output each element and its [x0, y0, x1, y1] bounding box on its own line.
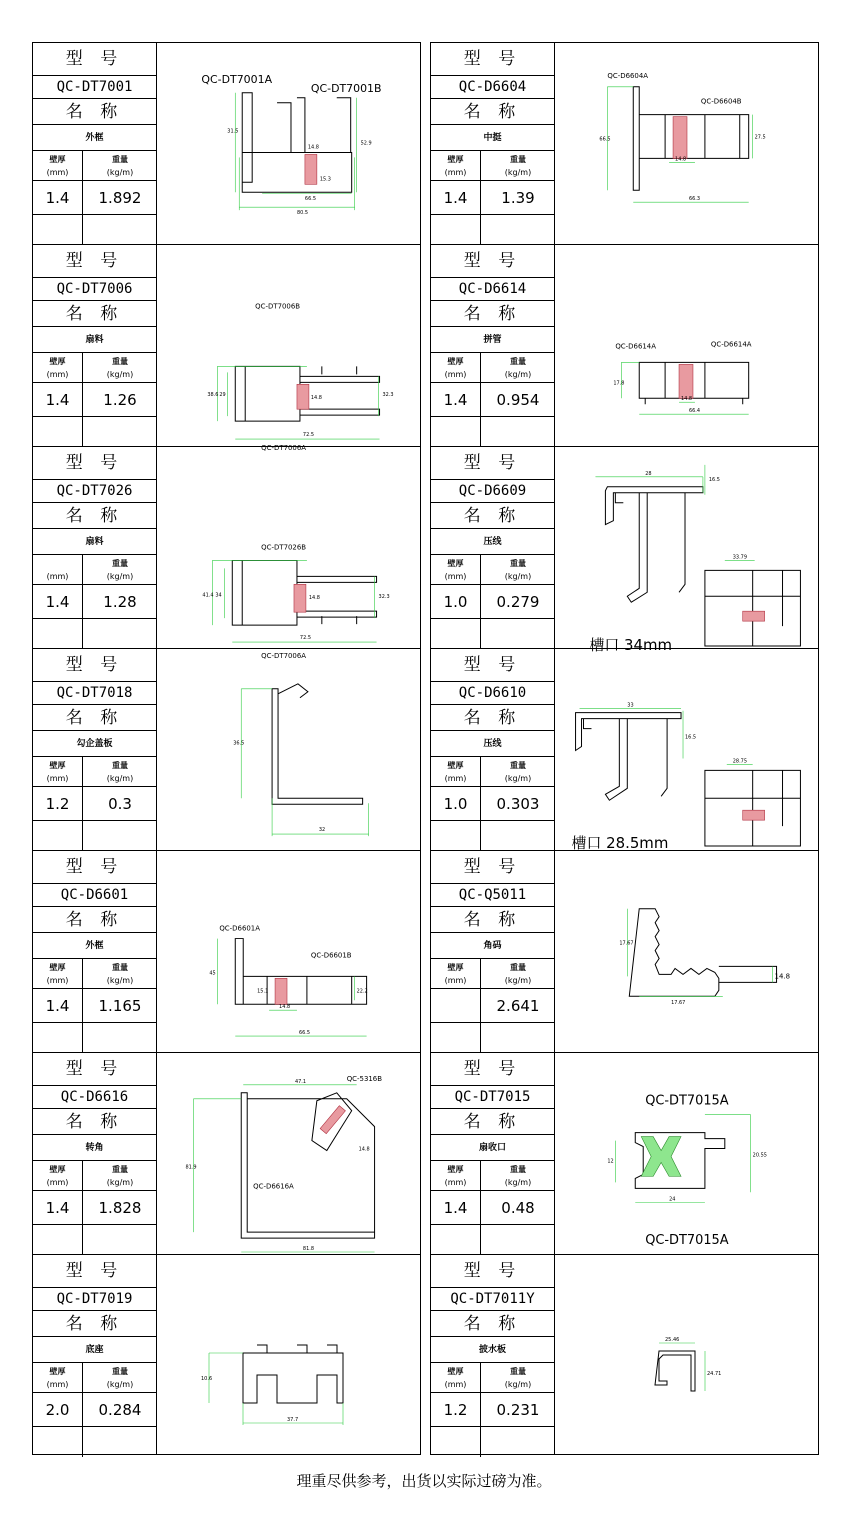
profile-cross-section [555, 1053, 818, 1254]
thickness-unit: (mm) [444, 168, 467, 177]
profile-description: 外框 [33, 125, 156, 151]
profile-description: 披水板 [431, 1337, 554, 1363]
thickness-unit: (mm) [46, 370, 69, 379]
drawing-label: QC-DT7006A [261, 443, 307, 452]
thickness-label: 壁厚 [447, 1367, 464, 1376]
profile-drawing [555, 447, 818, 654]
dimension-label: 27.5 [754, 134, 766, 141]
profile-row [33, 245, 420, 452]
thickness-label: 壁厚 [49, 357, 66, 366]
profile-info [33, 43, 157, 244]
type-header: 型 号 [33, 1053, 156, 1086]
weight-unit: (kg/m) [106, 572, 134, 581]
profile-row [431, 1053, 818, 1255]
thickness-label: 壁厚 [49, 1165, 66, 1174]
profile-drawing [555, 245, 818, 446]
drawing-label: QC-D6604A [607, 71, 649, 80]
weight-value: 1.39 [501, 189, 535, 207]
name-header: 名 称 [33, 705, 156, 731]
profile-drawing [555, 649, 818, 853]
dimension-label: 45 [209, 970, 216, 977]
profile-info [431, 1053, 555, 1254]
weight-label: 重量 [510, 761, 526, 770]
weight-value: 1.892 [98, 189, 142, 207]
thickness-value: 1.0 [431, 585, 481, 618]
thickness-value: 1.0 [431, 787, 481, 820]
weight-unit: (kg/m) [106, 1380, 134, 1389]
profile-info [431, 851, 555, 1052]
dimension-label: 66.4 [688, 408, 701, 415]
profile-info [33, 1053, 157, 1254]
profile-cross-section [555, 1255, 818, 1454]
weight-unit: (kg/m) [106, 168, 134, 177]
profile-cross-section [157, 447, 420, 660]
dimension-label: 33 [627, 702, 634, 709]
dimension-label: 34 [215, 592, 222, 599]
name-header: 名 称 [431, 705, 554, 731]
drawing-label: QC-5316B [346, 1074, 383, 1083]
profile-description: 扇料 [33, 529, 156, 555]
thickness-label: 壁厚 [447, 761, 464, 770]
dimension-label: 47.1 [294, 1078, 307, 1085]
weight-label: 重量 [510, 155, 526, 164]
profile-description: 扇收口 [431, 1135, 554, 1161]
thickness-value [431, 989, 481, 1022]
type-header: 型 号 [431, 43, 554, 76]
dimension-label: 24 [669, 1196, 676, 1203]
thickness-value: 1.2 [33, 787, 83, 820]
left-catalog-panel [32, 42, 421, 1455]
profile-description: 压线 [431, 731, 554, 757]
profile-description: 转角 [33, 1135, 156, 1161]
model-code: QC-DT7011Y [431, 1288, 554, 1311]
profile-info [33, 447, 157, 648]
dimension-label: 81.9 [185, 1164, 197, 1171]
dimension-label: 14.8 [307, 144, 319, 151]
dimension-label: 22.2 [356, 988, 368, 995]
drawing-label: QC-D6616A [253, 1182, 294, 1191]
profile-info [33, 649, 157, 850]
type-header: 型 号 [33, 43, 156, 76]
dimension-label: 32.3 [378, 594, 390, 601]
profile-cross-section [555, 245, 818, 446]
name-header: 名 称 [33, 503, 156, 529]
profile-cross-section [555, 851, 818, 1052]
dimension-label: 81.8 [302, 1246, 315, 1253]
type-header: 型 号 [431, 245, 554, 278]
profile-description: 外框 [33, 933, 156, 959]
weight-unit: (kg/m) [504, 572, 532, 581]
thickness-value: 1.4 [33, 585, 83, 618]
profile-drawing [555, 43, 818, 244]
weight-label: 重量 [112, 963, 128, 972]
thickness-label: 壁厚 [447, 963, 464, 972]
dimension-label: 28.75 [732, 758, 748, 765]
drawing-label: QC-D6601B [310, 951, 352, 960]
thickness-unit: (mm) [46, 1178, 69, 1187]
profile-cross-section [157, 1053, 420, 1254]
dimension-label: 80.5 [296, 210, 309, 217]
dimension-label: 33.79 [732, 554, 748, 561]
dimension-label: 17.8 [613, 380, 625, 387]
thickness-label: 壁厚 [447, 559, 464, 568]
model-code: QC-Q5011 [431, 884, 554, 907]
profile-description: 勾企盖板 [33, 731, 156, 757]
weight-value: 1.28 [103, 593, 137, 611]
profile-drawing [157, 649, 420, 850]
weight-value: 0.954 [496, 391, 540, 409]
profile-description: 角码 [431, 933, 554, 959]
profile-cross-section [555, 447, 818, 654]
type-header: 型 号 [431, 649, 554, 682]
thickness-value: 1.4 [431, 383, 481, 416]
profile-drawing [157, 447, 420, 660]
thickness-label: 壁厚 [49, 761, 66, 770]
dimension-label: 28 [645, 470, 652, 477]
weight-unit: (kg/m) [106, 1178, 134, 1187]
model-code: QC-DT7018 [33, 682, 156, 705]
thickness-value: 1.4 [431, 1191, 481, 1224]
drawing-label: QC-D6604B [700, 97, 742, 106]
dimension-label: 37.7 [287, 1417, 299, 1423]
model-code: QC-D6609 [431, 480, 554, 503]
name-header: 名 称 [33, 1311, 156, 1337]
model-code: QC-DT7019 [33, 1288, 156, 1311]
drawing-label: QC-DT7001A [201, 72, 273, 86]
name-header: 名 称 [33, 1109, 156, 1135]
profile-description: 扇料 [33, 327, 156, 353]
drawing-label: QC-D6614A [615, 342, 657, 351]
profile-row [33, 649, 420, 851]
dimension-label: 32.3 [382, 392, 394, 399]
dimension-label: 17.67 [671, 1000, 686, 1007]
type-header: 型 号 [431, 1255, 554, 1288]
dimension-label: 29 [219, 392, 226, 399]
weight-unit: (kg/m) [504, 1178, 532, 1187]
drawing-label: QC-DT7006B [255, 302, 301, 311]
name-header: 名 称 [431, 99, 554, 125]
profile-drawing [555, 1255, 818, 1454]
profile-row [431, 447, 818, 654]
type-header: 型 号 [33, 1255, 156, 1288]
dimension-label: 52.9 [360, 140, 372, 147]
weight-value: 2.641 [496, 997, 540, 1015]
type-header: 型 号 [431, 851, 554, 884]
dimension-label: 72.5 [302, 432, 315, 439]
profile-row [431, 649, 818, 851]
name-header: 名 称 [33, 907, 156, 933]
thickness-unit: (mm) [444, 1380, 467, 1389]
profile-row [431, 1255, 818, 1454]
profile-info [431, 43, 555, 244]
type-header: 型 号 [431, 447, 554, 480]
weight-label: 重量 [112, 1165, 128, 1174]
drawing-label: QC-DT7026B [261, 543, 307, 552]
dimension-label: 31.5 [227, 128, 239, 135]
thickness-label: 壁厚 [447, 1165, 464, 1174]
thickness-label: 壁厚 [49, 155, 66, 164]
thickness-value: 1.4 [33, 989, 83, 1022]
dimension-label: 66.3 [688, 196, 701, 203]
model-code: QC-D6604 [431, 76, 554, 99]
dimension-label: 41.4 [202, 592, 214, 599]
drawing-label: QC-DT7015A [645, 1093, 729, 1109]
profile-row [33, 1255, 420, 1454]
profile-info [33, 1255, 157, 1454]
weight-value: 1.26 [103, 391, 137, 409]
dimension-label: 15.3 [319, 176, 331, 183]
profile-row [33, 447, 420, 660]
thickness-label: 壁厚 [447, 155, 464, 164]
profile-drawing [555, 1053, 818, 1254]
name-header: 名 称 [431, 1109, 554, 1135]
model-code: QC-D6616 [33, 1086, 156, 1109]
weight-label: 重量 [510, 559, 526, 568]
drawing-label: QC-DT7001B [310, 81, 382, 95]
weight-unit: (kg/m) [504, 1380, 532, 1389]
name-header: 名 称 [33, 99, 156, 125]
profile-drawing [157, 851, 420, 1052]
dimension-label: 20.55 [752, 1152, 767, 1159]
dimension-label: 14.8 [675, 156, 687, 163]
profile-row [431, 43, 818, 245]
profile-description: 底座 [33, 1337, 156, 1363]
profile-info [431, 649, 555, 850]
weight-label: 重量 [112, 357, 128, 366]
drawing-label: QC-D6614A [710, 340, 752, 349]
thickness-unit: (mm) [444, 976, 467, 985]
model-code: QC-D6601 [33, 884, 156, 907]
thickness-unit: (mm) [46, 572, 69, 581]
weight-value: 1.165 [98, 997, 142, 1015]
thickness-value: 1.4 [33, 181, 83, 214]
profile-info [33, 245, 157, 446]
weight-value: 0.279 [496, 593, 540, 611]
thickness-unit: (mm) [46, 168, 69, 177]
dimension-label: 16.5 [685, 734, 697, 741]
model-code: QC-DT7026 [33, 480, 156, 503]
dimension-label: 17.67 [619, 940, 634, 947]
dimension-label: 32 [318, 827, 326, 834]
model-code: QC-D6610 [431, 682, 554, 705]
thickness-value: 1.4 [33, 1191, 83, 1224]
model-code: QC-DT7015 [431, 1086, 554, 1109]
dimension-label: 12 [607, 1158, 614, 1165]
name-header: 名 称 [33, 301, 156, 327]
profile-cross-section [157, 851, 420, 1052]
profile-cross-section [157, 649, 420, 850]
dimension-label: 14.8 [358, 1146, 370, 1153]
profile-cross-section [555, 649, 818, 853]
weight-value: 1.828 [98, 1199, 142, 1217]
weight-unit: (kg/m) [106, 370, 134, 379]
dimension-label: 14.8 [681, 396, 693, 403]
dimension-label: 14.8 [308, 595, 320, 602]
profile-cross-section [157, 43, 420, 244]
profile-info [431, 447, 555, 648]
weight-unit: (kg/m) [504, 168, 532, 177]
dimension-label: 10.6 [201, 1376, 213, 1382]
dimension-label: 66.5 [304, 196, 316, 203]
slot-size-label: 槽口 34mm [589, 635, 673, 654]
name-header: 名 称 [431, 301, 554, 327]
drawing-label: QC-DT7006A [261, 651, 307, 660]
dimension-label: 14.8 [279, 1004, 291, 1011]
thickness-label: 壁厚 [447, 357, 464, 366]
weight-label: 重量 [112, 559, 128, 568]
profile-row [431, 851, 818, 1053]
thickness-value: 2.0 [33, 1393, 83, 1426]
profile-description: 拼管 [431, 327, 554, 353]
thickness-value: 1.2 [431, 1393, 481, 1426]
name-header: 名 称 [431, 503, 554, 529]
weight-label: 重量 [112, 155, 128, 164]
weight-label: 重量 [510, 1367, 526, 1376]
dimension-label: 16.5 [708, 476, 720, 483]
profile-row [33, 1053, 420, 1255]
drawing-label: QC-DT7015A [645, 1233, 729, 1249]
footer-note: 理重尽供参考，出货以实际过磅为准。 [296, 1472, 552, 1490]
drawing-label: QC-D6601A [219, 924, 261, 933]
dimension-label: 38.6 [207, 392, 219, 399]
profile-drawing [157, 245, 420, 452]
weight-label: 重量 [112, 1367, 128, 1376]
profile-drawing [157, 1053, 420, 1254]
profile-drawing [555, 851, 818, 1052]
profile-info [431, 1255, 555, 1454]
thickness-unit: (mm) [444, 572, 467, 581]
thickness-unit: (mm) [46, 1380, 69, 1389]
weight-unit: (kg/m) [106, 976, 134, 985]
profile-info [33, 851, 157, 1052]
right-catalog-panel [430, 42, 819, 1455]
dimension-label: 25.46 [665, 1337, 680, 1343]
type-header: 型 号 [33, 447, 156, 480]
weight-value: 0.303 [496, 795, 540, 813]
weight-label: 重量 [510, 1165, 526, 1174]
thickness-unit: (mm) [444, 1178, 467, 1187]
dimension-label: 14.8 [774, 972, 791, 981]
type-header: 型 号 [33, 649, 156, 682]
weight-label: 重量 [112, 761, 128, 770]
thickness-value: 1.4 [33, 383, 83, 416]
profile-cross-section [157, 1255, 420, 1454]
weight-unit: (kg/m) [106, 774, 134, 783]
profile-drawing [157, 1255, 420, 1454]
thickness-unit: (mm) [444, 370, 467, 379]
weight-value: 0.284 [98, 1401, 142, 1419]
thickness-unit: (mm) [444, 774, 467, 783]
type-header: 型 号 [33, 245, 156, 278]
profile-row [33, 851, 420, 1053]
profile-info [431, 245, 555, 446]
thickness-unit: (mm) [46, 774, 69, 783]
name-header: 名 称 [431, 907, 554, 933]
thickness-value: 1.4 [431, 181, 481, 214]
type-header: 型 号 [33, 851, 156, 884]
type-header: 型 号 [431, 1053, 554, 1086]
weight-label: 重量 [510, 963, 526, 972]
dimension-label: 15.1 [257, 988, 269, 995]
profile-description: 压线 [431, 529, 554, 555]
weight-unit: (kg/m) [504, 976, 532, 985]
thickness-label: 壁厚 [49, 1367, 66, 1376]
profile-cross-section [555, 43, 818, 244]
dimension-label: 72.5 [299, 635, 312, 642]
dimension-label: 36.5 [233, 740, 245, 747]
dimension-label: 66.5 [599, 136, 611, 143]
weight-unit: (kg/m) [504, 774, 532, 783]
profile-cross-section [157, 245, 420, 452]
thickness-label: 壁厚 [49, 963, 66, 972]
profile-row [431, 245, 818, 447]
name-header: 名 称 [431, 1311, 554, 1337]
profile-drawing [157, 43, 420, 244]
thickness-unit: (mm) [46, 976, 69, 985]
profile-row [33, 43, 420, 245]
model-code: QC-DT7006 [33, 278, 156, 301]
dimension-label: 14.8 [310, 395, 322, 402]
slot-size-label: 槽口 28.5mm [571, 834, 669, 853]
dimension-label: 66.5 [298, 1030, 311, 1037]
model-code: QC-D6614 [431, 278, 554, 301]
weight-value: 0.48 [501, 1199, 535, 1217]
profile-description: 中挺 [431, 125, 554, 151]
weight-value: 0.3 [108, 795, 132, 813]
model-code: QC-DT7001 [33, 76, 156, 99]
dimension-label: 24.71 [707, 1371, 722, 1377]
weight-label: 重量 [510, 357, 526, 366]
weight-unit: (kg/m) [504, 370, 532, 379]
weight-value: 0.231 [496, 1401, 540, 1419]
